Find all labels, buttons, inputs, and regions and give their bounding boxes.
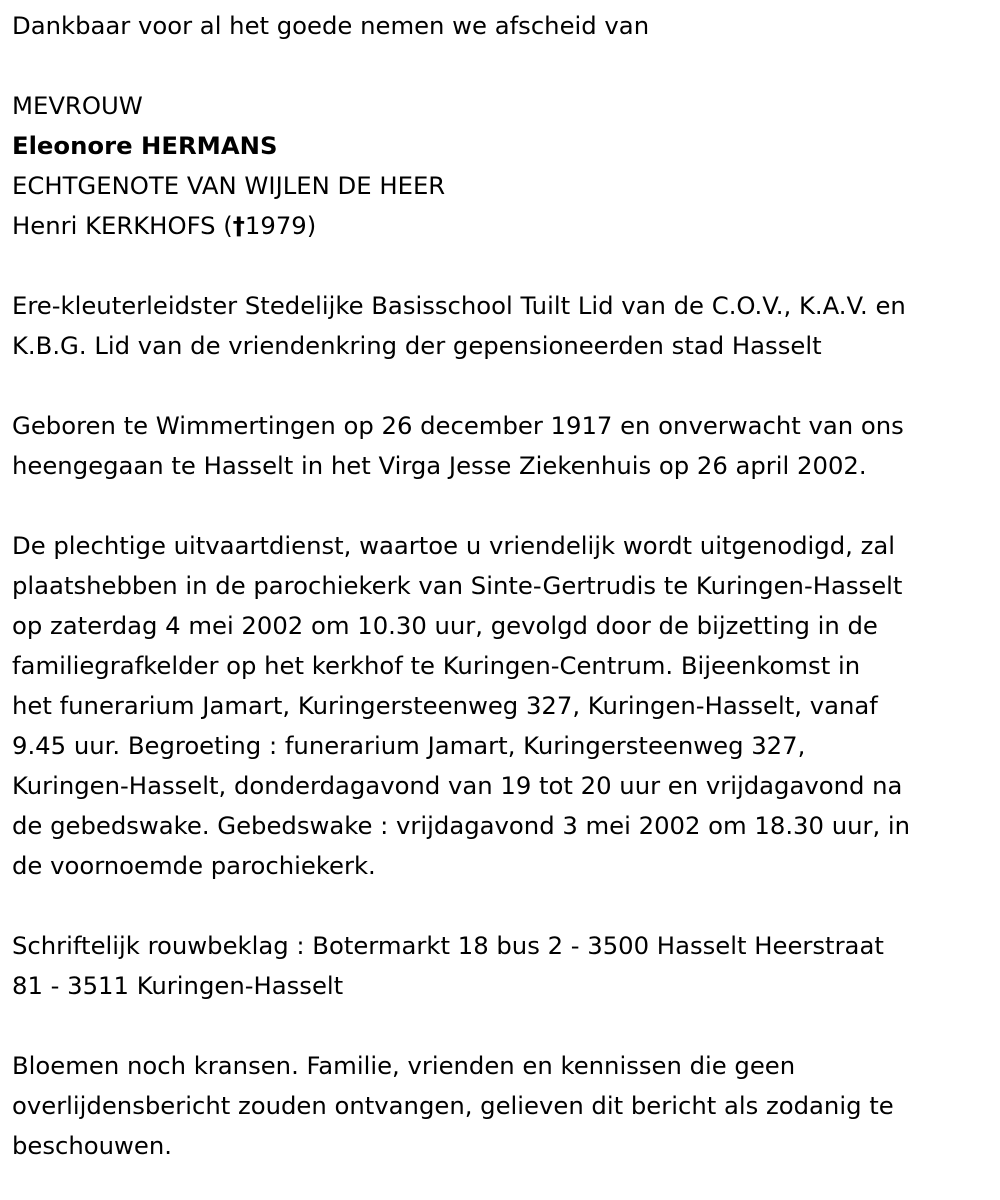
paragraph-line: de voornoemde parochiekerk. xyxy=(12,851,376,880)
paragraph-line: op zaterdag 4 mei 2002 om 10.30 uur, gevolgd door de bijzetting in de xyxy=(12,611,878,640)
cross-icon: † xyxy=(232,211,245,240)
spacer xyxy=(12,886,988,926)
paragraph-line: K.B.G. Lid van de vriendenkring der gepensioneerden stad Hasselt xyxy=(12,331,822,360)
funeral-paragraph xyxy=(12,526,988,886)
paragraph-line: Kuringen-Hasselt, donderdagavond van 19 tot 20 uur en vrijdagavond na xyxy=(12,771,903,800)
spacer xyxy=(12,46,988,86)
condolences-paragraph xyxy=(12,926,988,1006)
paragraph-line: heengegaan te Hasselt in het Virga Jesse Ziekenhuis op 26 april 2002. xyxy=(12,451,867,480)
relation-line: ECHTGENOTE VAN WIJLEN DE HEER xyxy=(12,171,446,200)
paragraph-line: beschouwen. xyxy=(12,1131,172,1160)
paragraph-line: familiegrafkelder op het kerkhof te Kuringen-Centrum. Bijeenkomst in xyxy=(12,651,861,680)
paragraph-line: Schriftelijk rouwbeklag : Botermarkt 18 bus 2 - 3500 Hasselt Heerstraat xyxy=(12,931,884,960)
paragraph-line: De plechtige uitvaartdienst, waartoe u vriendelijk wordt uitgenodigd, zal xyxy=(12,531,895,560)
paragraph-line: het funerarium Jamart, Kuringersteenweg 327, Kuringen-Hasselt, vanaf xyxy=(12,691,878,720)
spouse-line xyxy=(12,206,988,246)
paragraph-line: Geboren te Wimmertingen op 26 december 1917 en onverwacht van ons xyxy=(12,411,904,440)
spacer xyxy=(12,486,988,526)
paragraph-line: de gebedswake. Gebedswake : vrijdagavond 3 mei 2002 om 18.30 uur, in xyxy=(12,811,911,840)
paragraph-line: plaatshebben in de parochiekerk van Sinte-Gertrudis te Kuringen-Hasselt xyxy=(12,571,903,600)
title-prefix: MEVROUW xyxy=(12,91,143,120)
paragraph-line: 9.45 uur. Begroeting : funerarium Jamart, Kuringersteenweg 327, xyxy=(12,731,806,760)
spouse-name: Henri KERKHOFS ( xyxy=(12,211,233,240)
spouse-death-year: 1979) xyxy=(244,211,317,240)
spacer xyxy=(12,366,988,406)
paragraph-line: 81 - 3511 Kuringen-Hasselt xyxy=(12,971,344,1000)
paragraph-line: Bloemen noch kransen. Familie, vrienden en kennissen die geen xyxy=(12,1051,796,1080)
spacer xyxy=(12,246,988,286)
flowers-paragraph xyxy=(12,1046,988,1166)
affiliation-paragraph xyxy=(12,286,988,366)
spacer xyxy=(12,1006,988,1046)
deceased-name: Eleonore HERMANS xyxy=(12,131,278,160)
intro-line: Dankbaar voor al het goede nemen we afscheid van xyxy=(12,11,650,40)
paragraph-line: overlijdensbericht zouden ontvangen, gelieven dit bericht als zodanig te xyxy=(12,1091,894,1120)
paragraph-line: Ere-kleuterleidster Stedelijke Basisschool Tuilt Lid van de C.O.V., K.A.V. en xyxy=(12,291,906,320)
birth-death-paragraph xyxy=(12,406,988,486)
